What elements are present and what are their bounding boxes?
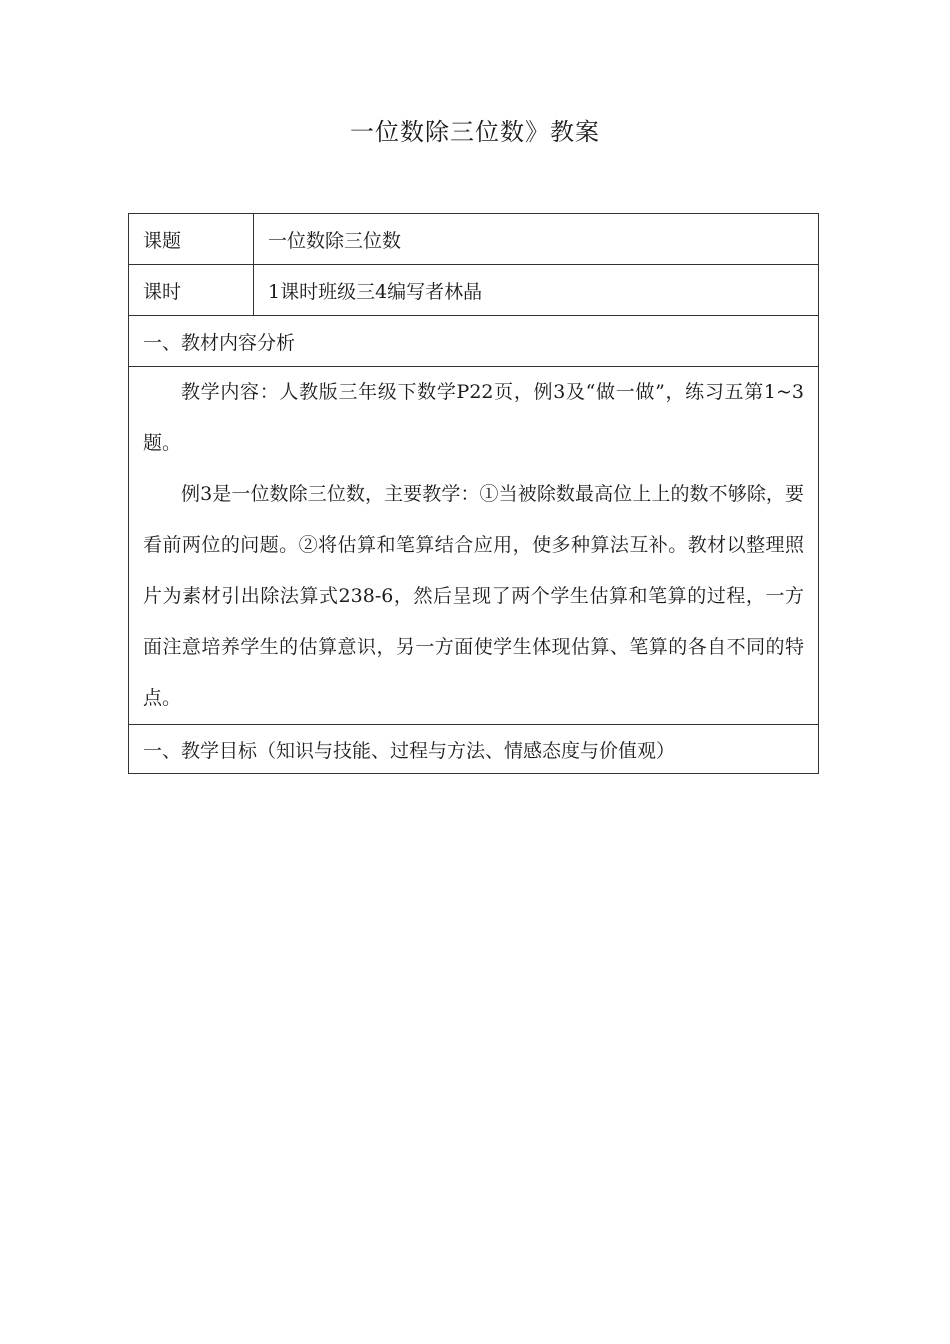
topic-label: 课题 (129, 214, 254, 265)
section-heading-content-analysis: 一、教材内容分析 (129, 316, 819, 367)
topic-row (129, 214, 819, 265)
period-label: 课时 (129, 265, 254, 316)
content-analysis-body (129, 367, 819, 725)
topic-value: 一位数除三位数 (254, 214, 819, 265)
lesson-plan-table (128, 213, 819, 774)
paragraph-example-analysis: 例3是一位数除三位数，主要教学：①当被除数最高位上上的数不够除，要看前两位的问题。②将估算和笔算结合应用，使多种算法互补。教材以整理照片为素材引出除法算式238-6，然后呈现了两个学生估算和笔算的过程，一方面注意培养学生的估算意识，另一方面使学生体现估算、笔算的各自不同的特点。 (143, 483, 804, 709)
section-heading-teaching-goals: 一、教学目标（知识与技能、过程与方法、情感态度与价值观） (129, 725, 819, 774)
section-row-content-analysis (129, 316, 819, 367)
section-row-teaching-goals (129, 725, 819, 774)
period-value: 1课时班级三4编写者林晶 (254, 265, 819, 316)
content-analysis-body-row (129, 367, 819, 725)
document-title: 一位数除三位数》教案 (350, 118, 600, 146)
paragraph-teaching-content: 教学内容：人教版三年级下数学P22页，例3及“做一做”，练习五第1~3题。 (143, 381, 804, 454)
period-row (129, 265, 819, 316)
